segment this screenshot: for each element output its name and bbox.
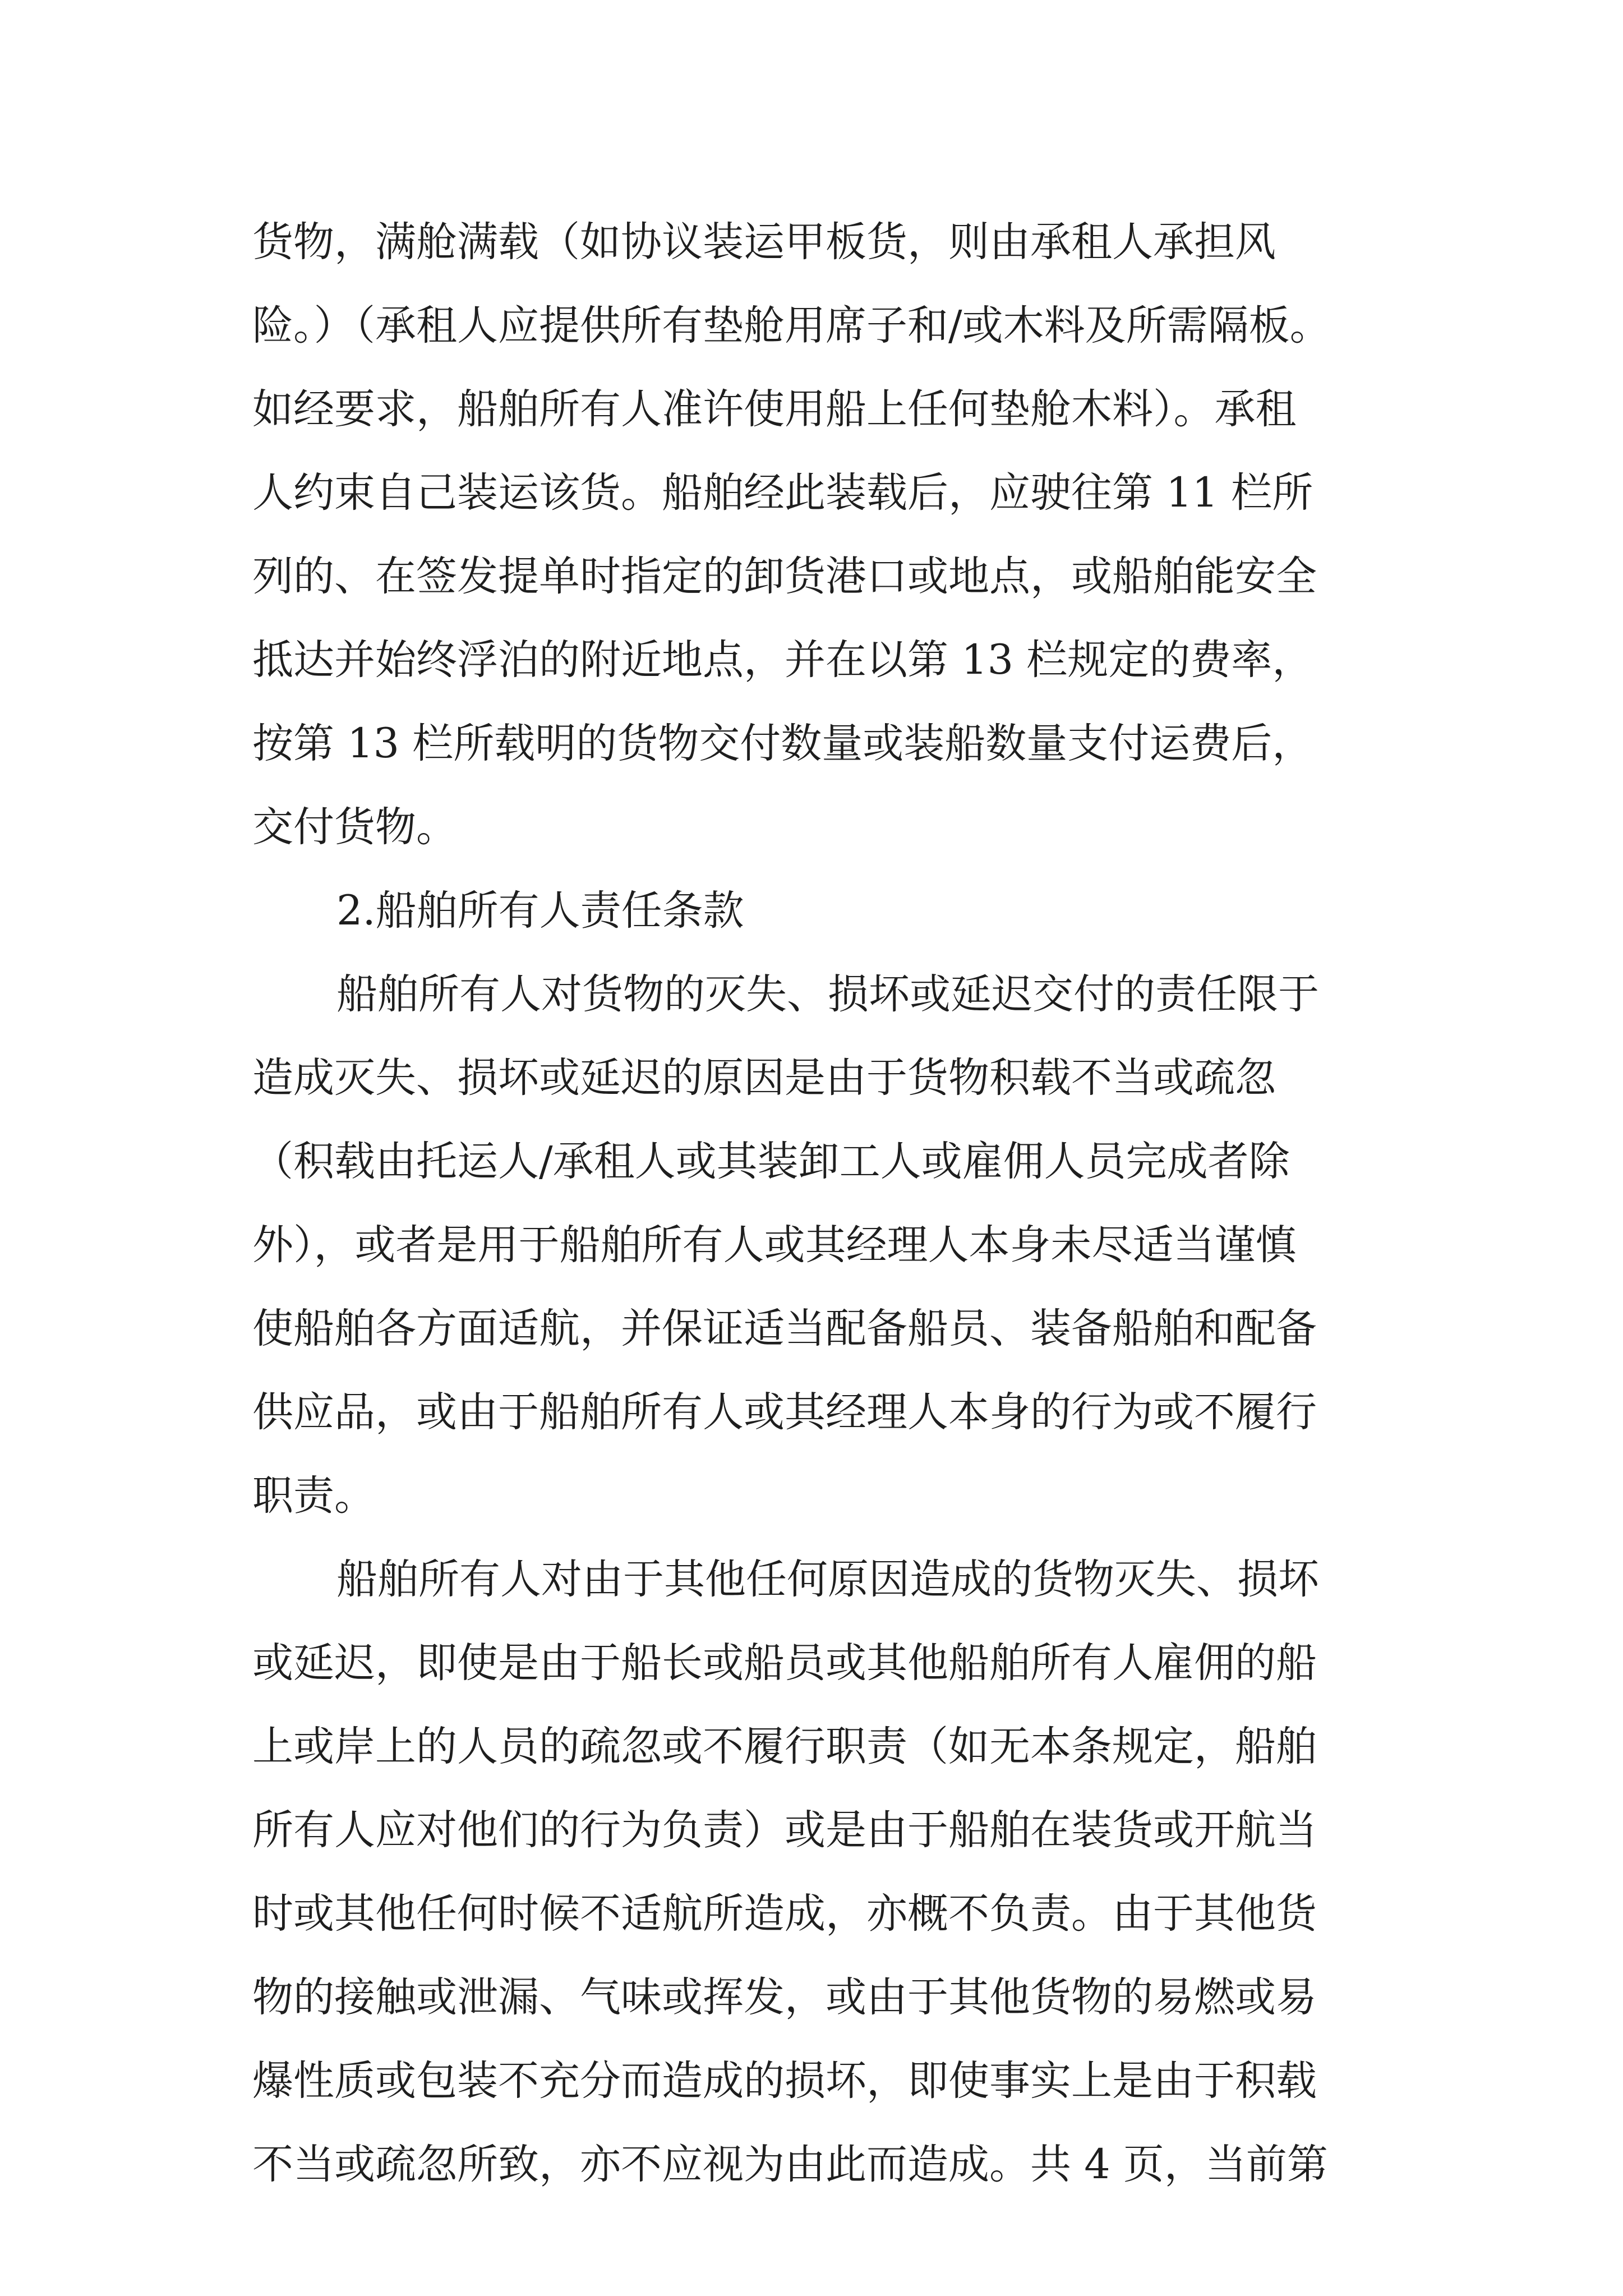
text-line: 列的、在签发提单时指定的卸货港口或地点，或船舶能安全 (252, 553, 1317, 600)
text-line: 所有人应对他们的行为负责）或是由于船舶在装货或开航当 (252, 1806, 1317, 1854)
text-line: 物的接触或泄漏、气味或挥发，或由于其他货物的易燃或易 (252, 1973, 1317, 2021)
text-line: 船舶所有人对货物的灭失、损坏或延迟交付的责任限于 (336, 970, 1319, 1018)
text-line: （积载由托运人/承租人或其装卸工人或雇佣人员完成者除 (252, 1138, 1290, 1185)
text-line: 上或岸上的人员的疏忽或不履行职责（如无本条规定，船舶 (252, 1723, 1317, 1770)
text-line: 如经要求，船舶所有人准许使用船上任何垫舱木料）。承租 (252, 385, 1297, 433)
text-line: 使船舶各方面适航，并保证适当配备船员、装备船舶和配备 (252, 1305, 1317, 1352)
text-line: 险。）（承租人应提供所有垫舱用席子和/或木料及所需隔板。 (252, 302, 1331, 349)
text-line: 船舶所有人对由于其他任何原因造成的货物灭失、损坏 (336, 1556, 1319, 1603)
text-line: 外），或者是用于船舶所有人或其经理人本身未尽适当谨慎 (252, 1221, 1297, 1269)
text-line: 时或其他任何时候不适航所造成，亦概不负责。由于其他货 (252, 1890, 1317, 1938)
text-line: 或延迟，即使是由于船长或船员或其他船舶所有人雇佣的船 (252, 1639, 1317, 1687)
text-line: 造成灭失、损坏或延迟的原因是由于货物积载不当或疏忽 (252, 1054, 1276, 1102)
section-heading: 2.船舶所有人责任条款 (336, 887, 744, 935)
text-line: 交付货物。 (252, 803, 457, 851)
text-line: 不当或疏忽所致，亦不应视为由此而造成。共 4 页，当前第 (252, 2141, 1328, 2188)
text-line: 爆性质或包装不充分而造成的损坏，即使事实上是由于积载 (252, 2057, 1317, 2105)
text-line: 抵达并始终浮泊的附近地点，并在以第 13 栏规定的费率， (252, 636, 1313, 684)
text-line: 货物，满舱满载（如协议装运甲板货，则由承租人承担风 (252, 218, 1276, 266)
text-line: 按第 13 栏所载明的货物交付数量或装船数量支付运费后， (252, 720, 1313, 767)
text-line: 供应品，或由于船舶所有人或其经理人本身的行为或不履行 (252, 1388, 1317, 1436)
text-line: 职责。 (252, 1472, 375, 1520)
text-line: 人约束自己装运该货。船舶经此装载后，应驶往第 11 栏所 (252, 469, 1313, 517)
